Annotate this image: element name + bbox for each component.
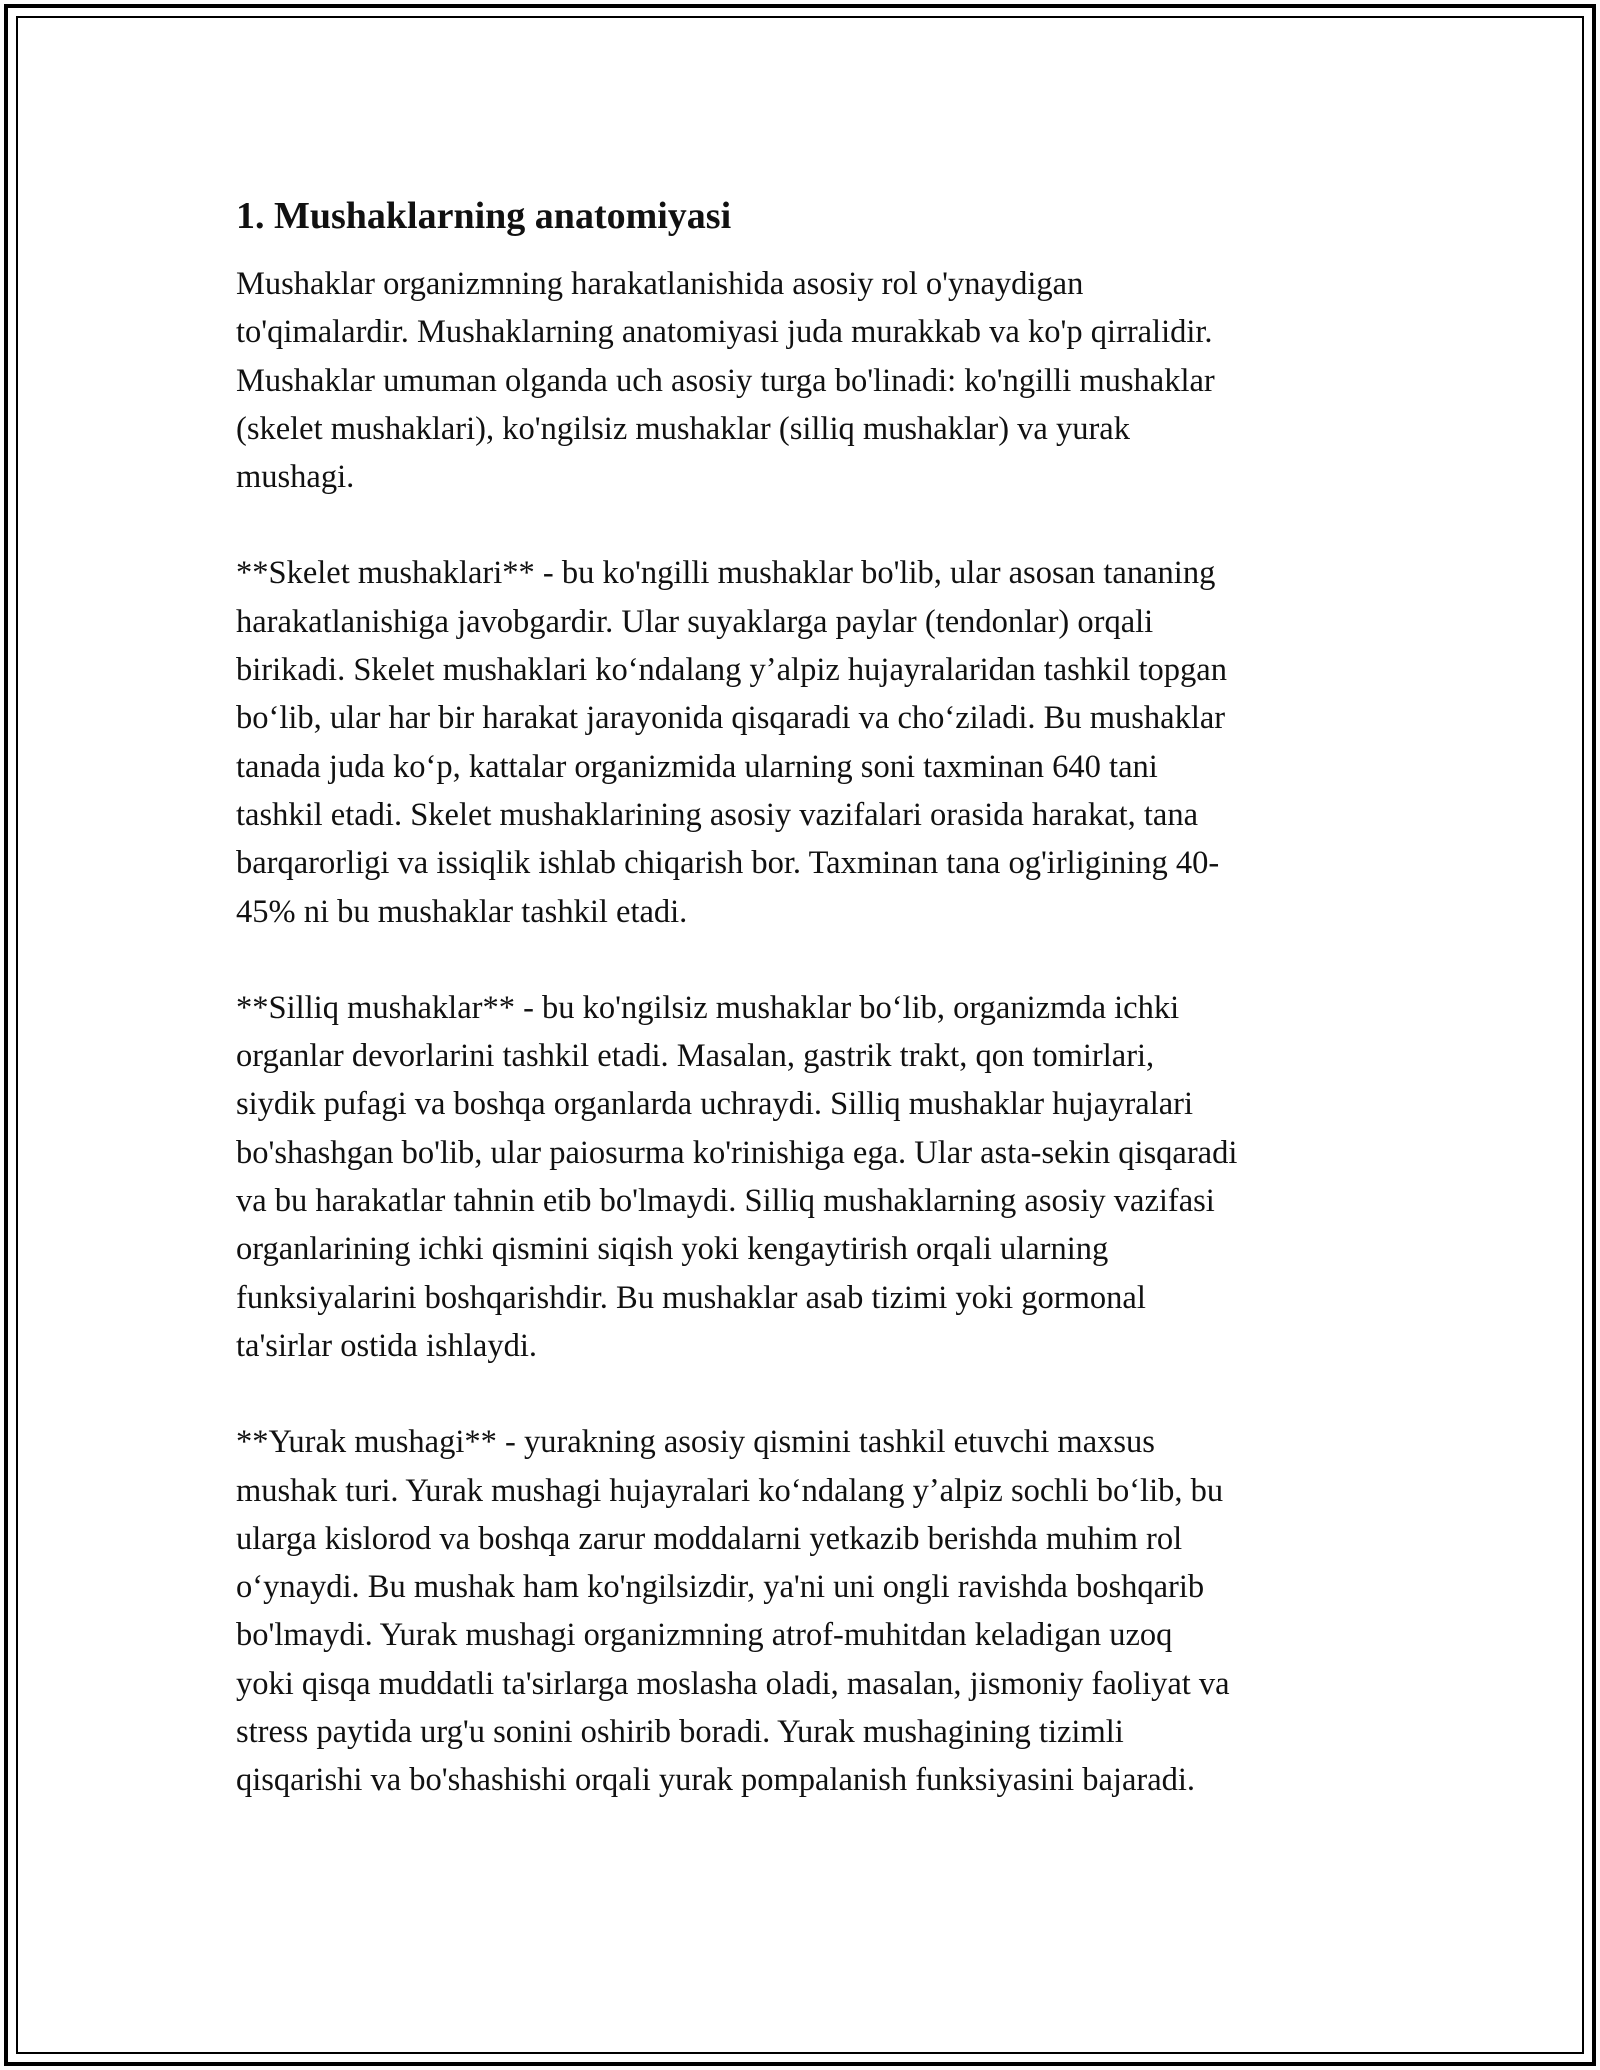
text-line: ularga kislorod va boshqa zarur moddalarni yetkazib berishda muhim rol <box>236 1520 1183 1557</box>
paragraph-skeletal-muscles <box>236 549 1366 935</box>
text-line: ta'sirlar ostida ishlaydi. <box>236 1327 538 1364</box>
text-line: **Skelet mushaklari** - bu ko'ngilli mushaklar bo'lib, ular asosan tananing <box>236 555 1216 592</box>
text-line: organlarining ichki qismini siqish yoki kengaytirish orqali ularning <box>236 1231 1109 1268</box>
text-line: harakatlanishiga javobgardir. Ular suyaklarga paylar (tendonlar) orqali <box>236 603 1154 640</box>
text-line: va bu harakatlar tahnin etib bo'lmaydi. Silliq mushaklarning asosiy vazifasi <box>236 1183 1215 1220</box>
text-line: **Silliq mushaklar** - bu ko'ngilsiz mushaklar boʻlib, organizmda ichki <box>236 989 1180 1026</box>
text-line: bo'shashgan bo'lib, ular paiosurma ko'rinishiga ega. Ular asta-sekin qisqaradi <box>236 1134 1238 1171</box>
text-line: mushagi. <box>236 459 355 496</box>
paragraph-heart-muscle <box>236 1418 1366 1804</box>
text-line: mushak turi. Yurak mushagi hujayralari koʻndalang yʼalpiz sochli boʻlib, bu <box>236 1472 1224 1509</box>
text-line: boʻlib, ular har bir harakat jarayonida qisqaradi va choʻziladi. Bu mushaklar <box>236 700 1226 737</box>
text-line: funksiyalarini boshqarishdir. Bu mushaklar asab tizimi yoki gormonal <box>236 1279 1146 1316</box>
text-line: yoki qisqa muddatli ta'sirlarga moslasha oladi, masalan, jismoniy faoliyat va <box>236 1665 1230 1702</box>
text-line: tashkil etadi. Skelet mushaklarining asosiy vazifalari orasida harakat, tana <box>236 796 1199 833</box>
text-line: siydik pufagi va boshqa organlarda uchraydi. Silliq mushaklar hujayralari <box>236 1086 1194 1123</box>
text-line: stress paytida urg'u sonini oshirib boradi. Yurak mushagining tizimli <box>236 1714 1124 1751</box>
text-line: barqarorligi va issiqlik ishlab chiqarish bor. Taxminan tana og'irligining 40- <box>236 845 1220 882</box>
text-line: bo'lmaydi. Yurak mushagi organizmning atrof-muhitdan keladigan uzoq <box>236 1617 1173 1654</box>
text-line: Mushaklar organizmning harakatlanishida asosiy rol o'ynaydigan <box>236 266 1084 302</box>
text-line: organlar devorlarini tashkil etadi. Masalan, gastrik trakt, qon tomirlari, <box>236 1038 1155 1075</box>
text-line: tanada juda koʻp, kattalar organizmida ularning soni taxminan 640 tani <box>236 748 1158 785</box>
text-line: to'qimalardir. Mushaklarning anatomiyasi juda murakkab va ko'p qirralidir. <box>236 314 1213 351</box>
document-body <box>236 180 1366 1853</box>
text-line: **Yurak mushagi** - yurakning asosiy qismini tashkil etuvchi maxsus <box>236 1424 1155 1461</box>
text-line: (skelet mushaklari), ko'ngilsiz mushaklar (silliq mushaklar) va yurak <box>236 410 1130 447</box>
text-line: qisqarishi va bo'shashishi orqali yurak pompalanish funksiyasini bajaradi. <box>236 1762 1196 1799</box>
section-heading: 1. Mushaklarning anatomiyasi <box>236 195 732 237</box>
paragraph-intro <box>236 260 1366 501</box>
text-line: birikadi. Skelet mushaklari koʻndalang yʼalpiz hujayralaridan tashkil topgan <box>236 652 1227 689</box>
text-line: Mushaklar umuman olganda uch asosiy turga bo'linadi: ko'ngilli mushaklar <box>236 362 1215 399</box>
text-line: 45% ni bu mushaklar tashkil etadi. <box>236 893 688 930</box>
text-line: oʻynaydi. Bu mushak ham ko'ngilsizdir, ya'ni uni ongli ravishda boshqarib <box>236 1569 1205 1606</box>
paragraph-smooth-muscles <box>236 984 1366 1370</box>
